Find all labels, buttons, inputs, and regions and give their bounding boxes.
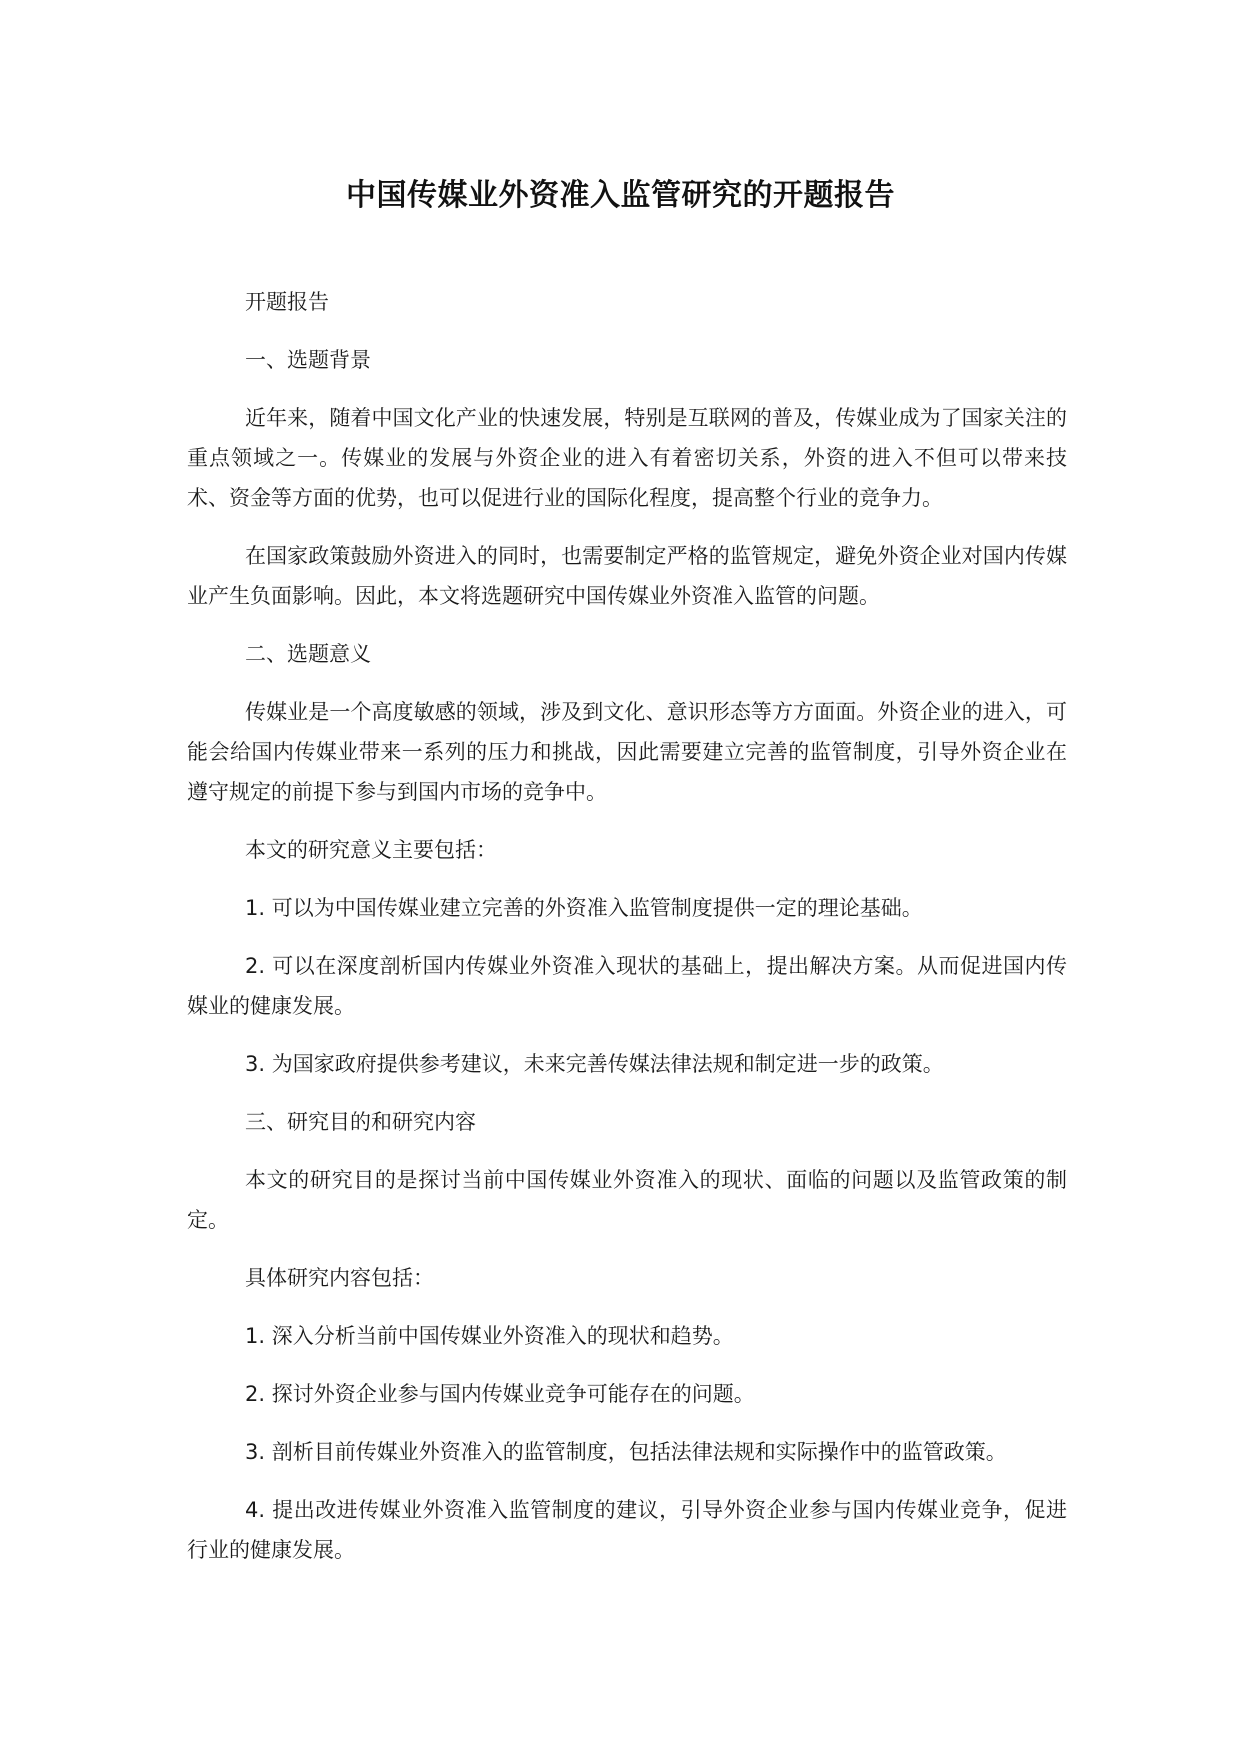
paragraph-background-1: 近年来，随着中国文化产业的快速发展，特别是互联网的普及，传媒业成为了国家关注的重点领域之一。传媒业的发展与外资企业的进入有着密切关系，外资的进入不但可以带来技术、资金等方面的优势，也可以促进行业的国际化程度，提高整个行业的竞争力。 bbox=[187, 406, 1067, 510]
list-item-content-4: 4. 提出改进传媒业外资准入监管制度的建议，引导外资企业参与国内传媒业竞争，促进行业的健康发展。 bbox=[187, 1498, 1067, 1562]
section-heading-significance: 二、选题意义 bbox=[245, 642, 371, 666]
paragraph-content-intro: 具体研究内容包括： bbox=[245, 1266, 434, 1290]
list-item-content-1: 1. 深入分析当前中国传媒业外资准入的现状和趋势。 bbox=[245, 1324, 734, 1348]
paragraph-objectives-1: 本文的研究目的是探讨当前中国传媒业外资准入的现状、面临的问题以及监管政策的制定。 bbox=[187, 1168, 1067, 1232]
list-item-content-2: 2. 探讨外资企业参与国内传媒业竞争可能存在的问题。 bbox=[245, 1382, 755, 1406]
section-heading-background: 一、选题背景 bbox=[245, 348, 371, 372]
list-item-content-3: 3. 剖析目前传媒业外资准入的监管制度，包括法律法规和实际操作中的监管政策。 bbox=[245, 1440, 1007, 1464]
list-item-significance-3: 3. 为国家政府提供参考建议，未来完善传媒法律法规和制定进一步的政策。 bbox=[245, 1052, 944, 1076]
paragraph-significance-intro: 本文的研究意义主要包括： bbox=[245, 838, 497, 862]
paragraph-significance-1: 传媒业是一个高度敏感的领域，涉及到文化、意识形态等方方面面。外资企业的进入，可能会给国内传媒业带来一系列的压力和挑战，因此需要建立完善的监管制度，引导外资企业在遵守规定的前提下参与到国内市场的竞争中。 bbox=[187, 700, 1067, 804]
paragraph-heading-report: 开题报告 bbox=[245, 290, 329, 314]
section-heading-objectives: 三、研究目的和研究内容 bbox=[245, 1110, 476, 1134]
list-item-significance-1: 1. 可以为中国传媒业建立完善的外资准入监管制度提供一定的理论基础。 bbox=[245, 896, 923, 920]
document-body bbox=[187, 282, 1067, 1588]
document-title: 中国传媒业外资准入监管研究的开题报告 bbox=[346, 178, 895, 213]
list-item-significance-2: 2. 可以在深度剖析国内传媒业外资准入现状的基础上，提出解决方案。从而促进国内传媒业的健康发展。 bbox=[187, 954, 1067, 1018]
paragraph-background-2: 在国家政策鼓励外资进入的同时，也需要制定严格的监管规定，避免外资企业对国内传媒业产生负面影响。因此，本文将选题研究中国传媒业外资准入监管的问题。 bbox=[187, 544, 1067, 608]
